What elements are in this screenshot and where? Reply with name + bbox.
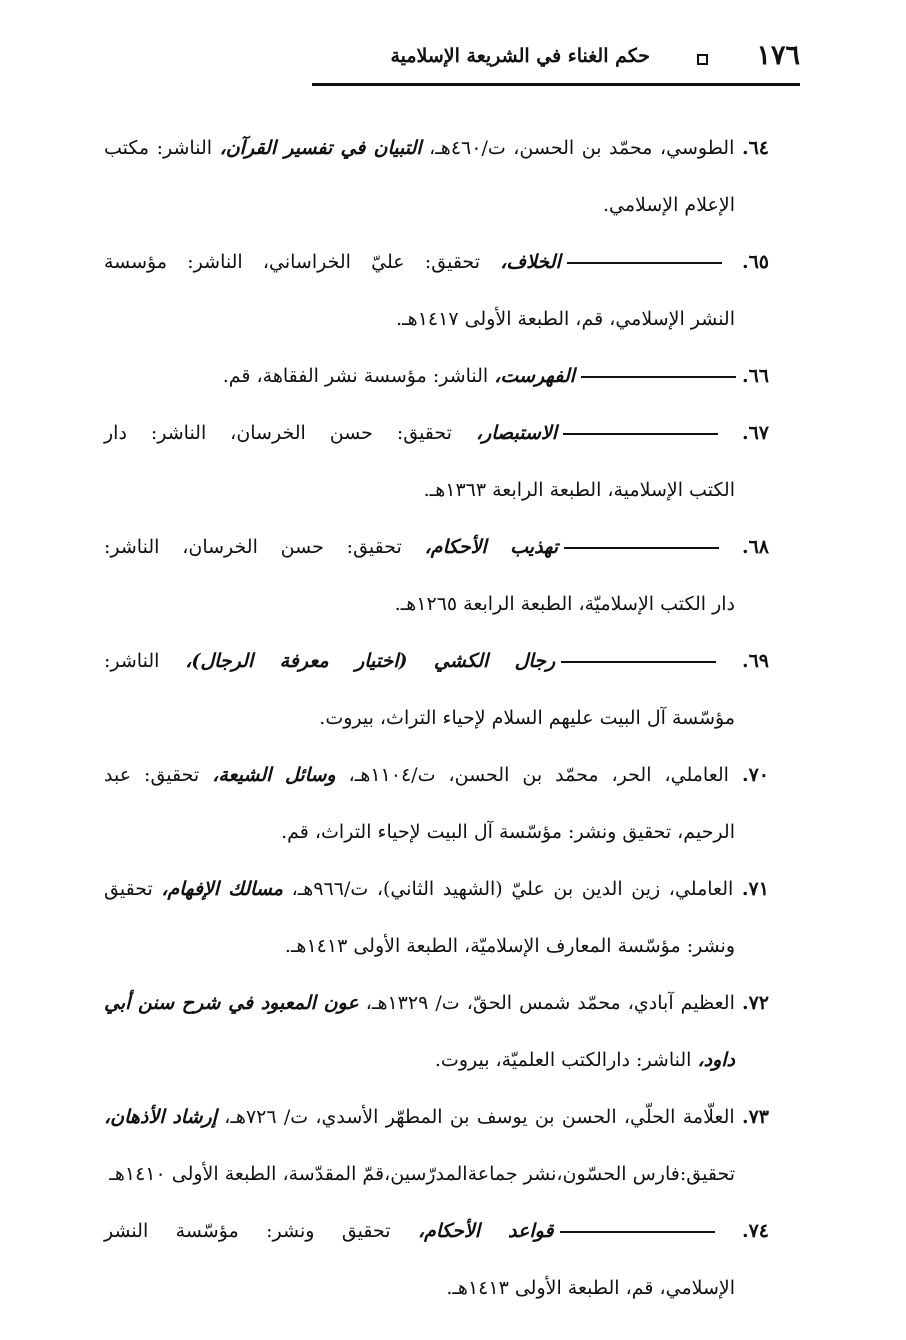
entry-continuation: الإعلام الإسلامي. <box>602 194 735 216</box>
entry-number: ٧٣. <box>741 1106 769 1128</box>
entry-details: تحقيق <box>104 878 153 900</box>
ditto-dash <box>581 376 736 378</box>
entry-details: الناشر: مؤسسة نشر الفقاهة، قم. <box>222 365 489 387</box>
entry-author: العظيم آبادي، محمّد شمس الحقّ، ت/ ١٣٢٩هـ، <box>365 992 735 1014</box>
entry-details: تحقيق: عبد <box>104 764 200 786</box>
entry-number: ٧٤. <box>741 1220 769 1242</box>
entry-details: الناشر: <box>104 650 160 672</box>
page-number: ١٧٦ <box>756 40 800 71</box>
entry-continuation: ونشر: مؤسّسة المعارف الإسلاميّة، الطبعة الأولى ١٤١٣هـ. <box>284 935 735 957</box>
entry-title: تهذيب الأحكام، <box>424 536 559 558</box>
ditto-dash <box>560 1231 715 1233</box>
entry-title: رجال الكشي (اختيار معرفة الرجال)، <box>185 650 556 672</box>
entry-details: تحقيق: حسن الخرسان، الناشر: دار <box>104 422 452 444</box>
header-rule <box>312 83 800 86</box>
entry-author: العاملي، الحر، محمّد بن الحسن، ت/١١٠٤هـ، <box>348 764 729 786</box>
square-bullet-icon <box>697 54 708 65</box>
bibliography-entry <box>104 234 769 348</box>
entry-details: تحقيق ونشر: مؤسّسة النشر <box>104 1220 391 1242</box>
entry-author: العلّامة الحلّي، الحسن بن يوسف بن المطهّر الأسدي، ت/ ٧٢٦هـ، <box>224 1106 735 1128</box>
ditto-dash <box>564 547 719 549</box>
bibliography-entry <box>104 747 769 861</box>
bibliography-entry <box>104 1203 769 1317</box>
running-header <box>312 38 800 86</box>
entry-title: وسائل الشيعة، <box>212 764 336 786</box>
entry-number: ٦٤. <box>741 137 769 159</box>
entry-continuation: النشر الإسلامي، قم، الطبعة الأولى ١٤١٧هـ. <box>396 308 735 330</box>
entry-title: مسالك الإفهام، <box>161 878 283 900</box>
entry-details: تحقيق: حسن الخرسان، الناشر: <box>104 536 402 558</box>
entry-title: الخلاف، <box>500 251 561 273</box>
bibliography-list <box>104 120 769 1317</box>
entry-author: الطوسي، محمّد بن الحسن، ت/٤٦٠هـ، <box>429 137 735 159</box>
entry-title: إرشاد الأذهان، <box>104 1106 217 1128</box>
bibliography-entry <box>104 633 769 747</box>
entry-continuation: الرحيم، تحقيق ونشر: مؤسّسة آل البيت لإحياء التراث، قم. <box>281 821 735 843</box>
bibliography-entry <box>104 348 769 405</box>
entry-continuation: الإسلامي، قم، الطبعة الأولى ١٤١٣هـ. <box>446 1277 735 1299</box>
ditto-dash <box>567 262 722 264</box>
bibliography-entry <box>104 405 769 519</box>
entry-continuation: الناشر: دارالكتب العلميّة، بيروت. <box>434 1049 692 1071</box>
bibliography-entry <box>104 861 769 975</box>
bibliography-entry <box>104 519 769 633</box>
entry-number: ٦٦. <box>741 365 769 387</box>
ditto-dash <box>561 661 716 663</box>
entry-number: ٧٢. <box>741 992 769 1014</box>
entry-title: قواعد الأحكام، <box>418 1220 554 1242</box>
entry-title-continuation: داود، <box>697 1049 735 1071</box>
ditto-dash <box>563 433 718 435</box>
entry-number: ٦٥. <box>741 251 770 273</box>
entry-number: ٦٨. <box>741 536 769 558</box>
entry-continuation: دار الكتب الإسلاميّة، الطبعة الرابعة ١٢٦٥هـ. <box>394 593 735 615</box>
entry-continuation: تحقيق:فارس الحسّون،نشر جماعةالمدرّسين،قمّ المقدّسة، الطبعة الأولى ١٤١٠هـ <box>109 1163 735 1185</box>
bibliography-entry <box>104 1089 769 1203</box>
entry-continuation: مؤسّسة آل البيت عليهم السلام لإحياء التراث، بيروت. <box>319 707 735 729</box>
bibliography-entry <box>104 120 769 234</box>
entry-continuation: الكتب الإسلامية، الطبعة الرابعة ١٣٦٣هـ. <box>423 479 735 501</box>
entry-number: ٦٩. <box>741 650 770 672</box>
entry-title: التبيان في تفسير القرآن، <box>219 137 422 159</box>
entry-details: الناشر: مكتب <box>104 137 213 159</box>
entry-title: عون المعبود في شرح سنن أبي <box>104 992 359 1014</box>
entry-number: ٦٧. <box>741 422 770 444</box>
entry-author: العاملي، زين الدين بن عليّ (الشهيد الثاني)، ت/٩٦٦هـ، <box>291 878 734 900</box>
entry-number: ٧١. <box>741 878 769 900</box>
entry-title: الاستبصار، <box>475 422 558 444</box>
entry-details: تحقيق: عليّ الخراساني، الناشر: مؤسسة <box>104 251 480 273</box>
entry-title: الفهرست، <box>494 365 575 387</box>
bibliography-entry <box>104 975 769 1089</box>
entry-number: ٧٠. <box>741 764 769 786</box>
book-title: حكم الغناء في الشريعة الإسلامية <box>390 45 650 67</box>
